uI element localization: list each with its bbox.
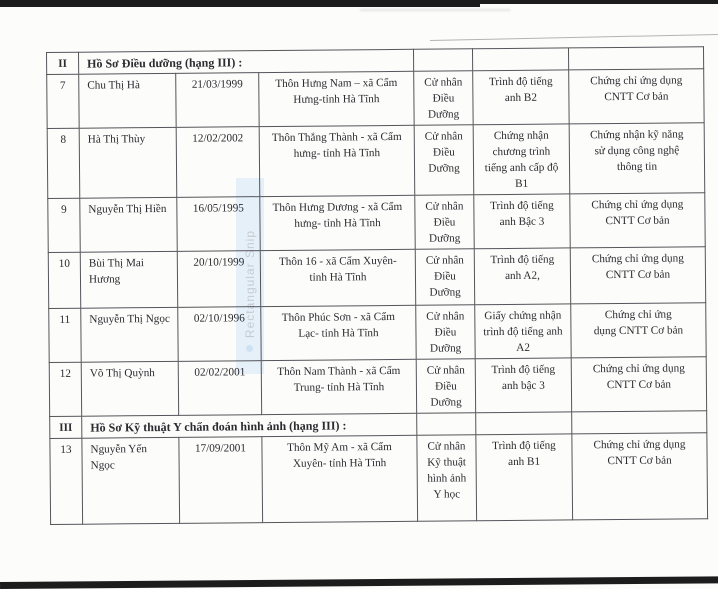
english-cell: Trình độ tiếng anh bậc 3 bbox=[475, 358, 571, 413]
cert-cell: Chứng nhận kỹ năng sử dụng công nghệ thông tin bbox=[569, 123, 705, 194]
address-cell: Thôn Hưng Nam – xã Cẩm Hưng-tỉnh Hà Tĩnh bbox=[259, 71, 414, 126]
empty-english-cell bbox=[472, 48, 568, 71]
row-number-cell: II bbox=[47, 52, 79, 74]
address-cell: Thôn 16 - xã Cẩm Xuyên- tỉnh Hà Tĩnh bbox=[260, 249, 415, 306]
table-row bbox=[48, 247, 705, 309]
name-cell: Bùi Thị Mai Hương bbox=[80, 251, 177, 308]
dob-cell: 20/10/1999 bbox=[177, 251, 260, 308]
table-row bbox=[49, 357, 706, 417]
dob-cell: 12/02/2002 bbox=[176, 127, 260, 198]
table-row bbox=[48, 193, 705, 253]
scan-edge-bar-bottom bbox=[0, 576, 718, 589]
address-cell: Thôn Hưng Dương - xã Cẩm hưng- tỉnh Hà Tĩnh bbox=[260, 195, 415, 250]
name-cell: Võ Thị Quỳnh bbox=[81, 361, 178, 416]
english-cell: Chứng nhận chương trình tiếng anh cấp độ B1 bbox=[473, 124, 570, 195]
cert-cell: Chứng chỉ ứng dụng CNTT Cơ bản bbox=[569, 69, 704, 124]
cert-cell: Chứng chỉ ứng dụng CNTT Cơ bản bbox=[570, 247, 705, 304]
row-number-cell: 11 bbox=[49, 308, 81, 362]
address-cell: Thôn Mỹ Am - xã Cẩm Xuyên- tỉnh Hà Tĩnh bbox=[262, 435, 418, 522]
table-row bbox=[47, 123, 705, 199]
empty-degree-cell bbox=[413, 49, 472, 72]
degree-cell: Cử nhân Điều Dưỡng bbox=[415, 249, 474, 306]
english-cell: Trình độ tiếng anh Bậc 3 bbox=[474, 194, 570, 249]
scan-smear-artifact bbox=[360, 9, 510, 11]
english-cell: Trình độ tiếng anh B2 bbox=[473, 70, 569, 125]
records-table-body bbox=[47, 47, 708, 525]
cert-cell: Chứng chỉ ứng dụng CNTT Cơ bản bbox=[572, 433, 708, 520]
table-row bbox=[49, 303, 706, 363]
degree-cell: Cử nhân Điều Dưỡng bbox=[415, 195, 474, 250]
row-number-cell: 9 bbox=[48, 198, 80, 252]
row-number-cell: 10 bbox=[48, 252, 80, 308]
english-cell: Trình độ tiếng anh A2, bbox=[474, 248, 570, 305]
degree-cell: Cử nhân Điều Dưỡng bbox=[414, 125, 474, 196]
address-cell: Thôn Nam Thành - xã Cẩm Trung- tỉnh Hà Tĩnh bbox=[261, 359, 416, 414]
cert-cell: Chứng chỉ ứng dụng CNTT Cơ bản bbox=[571, 357, 706, 412]
empty-cert-cell bbox=[568, 47, 703, 70]
row-number-cell: 12 bbox=[49, 362, 81, 416]
scan-artifact-line bbox=[430, 34, 718, 41]
snip-watermark-label: Rectangular Snip bbox=[243, 229, 257, 338]
dob-cell: 21/03/1999 bbox=[176, 73, 259, 128]
name-cell: Hà Thị Thùy bbox=[79, 127, 177, 198]
dob-cell: 02/02/2001 bbox=[178, 361, 261, 416]
row-number-cell: 8 bbox=[47, 128, 80, 198]
records-table-sheet bbox=[46, 46, 708, 525]
dob-cell: 02/10/1996 bbox=[178, 307, 261, 362]
personnel-records-table bbox=[46, 46, 708, 525]
dob-cell: 17/09/2001 bbox=[179, 437, 263, 524]
english-cell: Trình độ tiếng anh B1 bbox=[476, 434, 573, 521]
section-title-cell: Hồ Sơ Điều dưỡng (hạng III) : bbox=[79, 49, 414, 74]
degree-cell: Cử nhân Điều Dưỡng bbox=[414, 71, 473, 126]
address-cell: Thôn Thắng Thành - xã Cẩm hưng- tỉnh Hà Tĩnh bbox=[259, 125, 415, 196]
row-number-cell: 7 bbox=[47, 74, 79, 128]
empty-english-cell bbox=[476, 412, 572, 435]
table-row bbox=[47, 69, 704, 129]
english-cell: Giấy chứng nhận trình độ tiếng anh A2 bbox=[475, 304, 571, 359]
table-row bbox=[50, 433, 708, 525]
degree-cell: Cử nhân Kỹ thuật hình ảnh Y học bbox=[417, 435, 477, 522]
section-title-cell: Hồ Sơ Kỹ thuật Y chẩn đoán hình ảnh (hạng III) : bbox=[82, 413, 417, 438]
row-number-cell: III bbox=[50, 416, 82, 438]
degree-cell: Cử nhân Điều Dưỡng bbox=[416, 359, 475, 414]
name-cell: Nguyễn Thị Hiền bbox=[80, 197, 177, 252]
empty-degree-cell bbox=[417, 413, 476, 436]
name-cell: Nguyễn Thị Ngọc bbox=[81, 307, 178, 362]
scan-edge-bar-top-left bbox=[0, 0, 480, 7]
dob-cell: 16/05/1995 bbox=[177, 197, 260, 252]
name-cell: Chu Thị Hà bbox=[79, 73, 176, 128]
empty-cert-cell bbox=[572, 411, 707, 434]
cert-cell: Chứng chỉ ứng dụng CNTT Cơ bản bbox=[571, 303, 706, 358]
address-cell: Thôn Phúc Sơn - xã Cẩm Lạc- tỉnh Hà Tĩnh bbox=[261, 305, 416, 360]
degree-cell: Cử nhân Điều Dưỡng bbox=[416, 305, 475, 360]
name-cell: Nguyễn Yến Ngọc bbox=[82, 437, 180, 524]
row-number-cell: 13 bbox=[50, 438, 83, 524]
cert-cell: Chứng chỉ ứng dụng CNTT Cơ bản bbox=[570, 193, 705, 248]
